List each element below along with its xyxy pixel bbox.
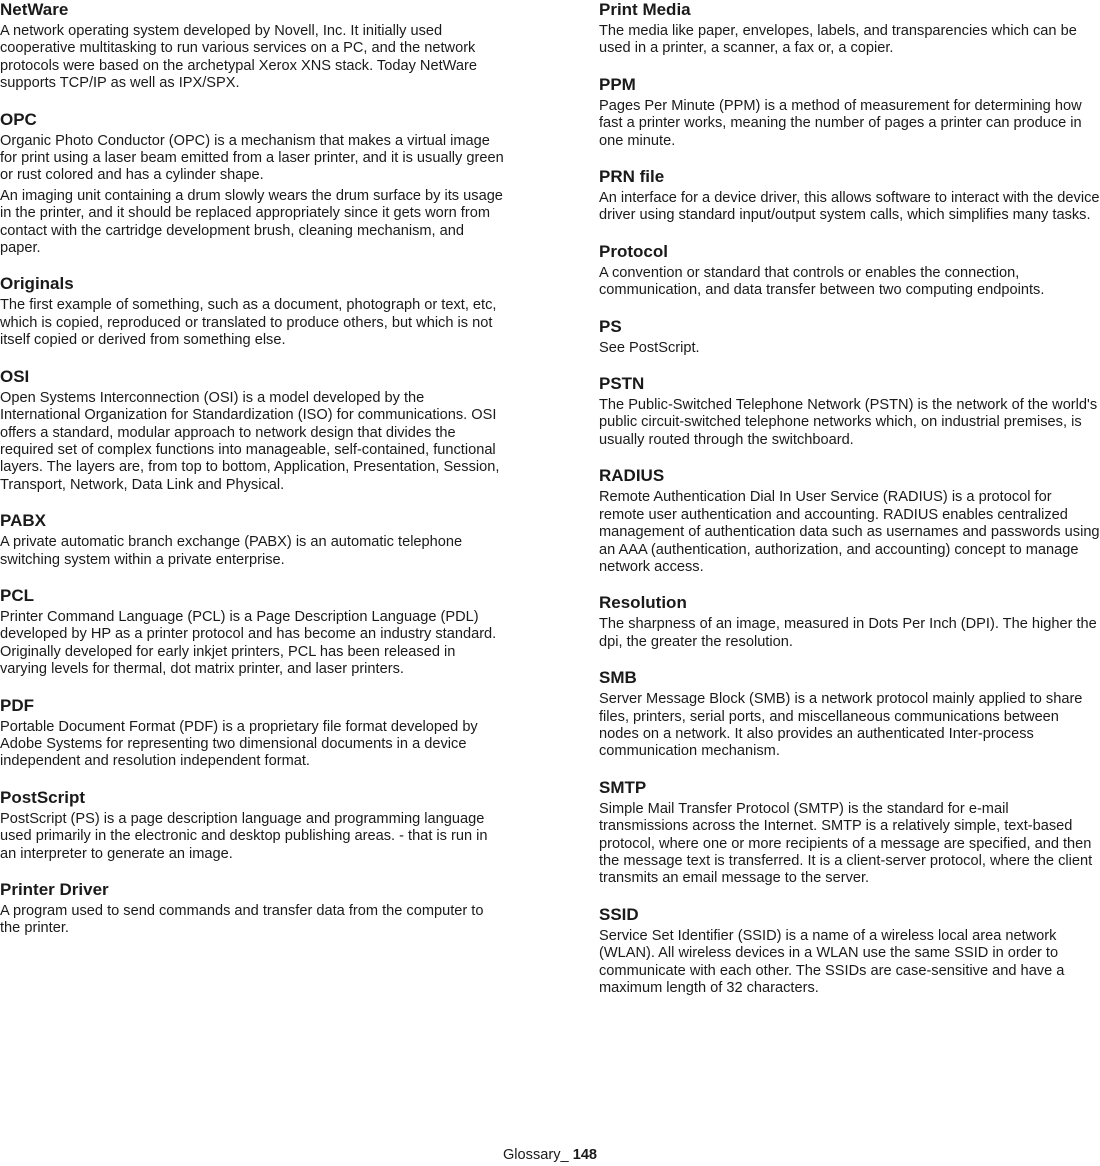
glossary-term: SSID: [599, 904, 639, 924]
glossary-definition: Portable Document Format (PDF) is a proprietary file format developed by Adobe Systems for representing two dimensional documents in a device independent and resolution independent format.: [0, 718, 478, 770]
footer-label: Glossary_: [502, 1147, 569, 1163]
glossary-term: PCL: [0, 585, 34, 605]
glossary-definition: The media like paper, envelopes, labels, and transparencies which can be used in a printer, a scanner, a fax or, a copier.: [599, 23, 1077, 57]
glossary-definition: Simple Mail Transfer Protocol (SMTP) is the standard for e-mail transmissions across the Internet. SMTP is a relatively simple, text-based protocol, where one or more recipients of a message are specified, and then the message text is transferred. It is a client-server protocol, where the client transmits an email message to the server.: [599, 800, 1093, 887]
glossary-term: Protocol: [599, 241, 668, 261]
glossary-term: SMB: [599, 668, 637, 688]
glossary-term: PRN file: [599, 167, 665, 187]
glossary-term: PDF: [0, 695, 34, 715]
glossary-definition: Organic Photo Conductor (OPC) is a mechanism that makes a virtual image for print using a laser beam emitted from a laser printer, and it is usually green or rust colored and has a cylinder shape.: [0, 132, 504, 184]
glossary-term: PPM: [599, 74, 636, 94]
glossary-right-column: [599, 0, 1100, 1014]
page-number: 148: [572, 1147, 598, 1163]
glossary-definition: Open Systems Interconnection (OSI) is a model developed by the International Organization for Standardization (ISO) for communications. OSI offers a standard, modular approach to network design that divides the required set of complex functions into manageable, self-contained, functional layers. The layers are, from top to bottom, Application, Presentation, Session, Transport, Network, Data Link and Physical.: [0, 389, 500, 493]
glossary-entry: [599, 0, 1100, 58]
glossary-definition: The sharpness of an image, measured in Dots Per Inch (DPI). The higher the dpi, the greater the resolution.: [599, 616, 1097, 650]
glossary-definition: The Public-Switched Telephone Network (PSTN) is the network of the world's public circuit-switched telephone networks which, on industrial premises, is usually routed through the switchboard.: [599, 397, 1098, 448]
glossary-entry: [599, 905, 1100, 998]
glossary-definition: An interface for a device driver, this allows software to interact with the device driver using standard input/output system calls, which simplifies many tasks.: [599, 190, 1100, 224]
page-footer: [0, 1146, 1100, 1164]
glossary-entry: [599, 242, 1100, 300]
glossary-entry: [599, 374, 1100, 449]
glossary-entry: [0, 880, 505, 938]
glossary-term: OSI: [0, 366, 30, 386]
glossary-term: Print Media: [599, 0, 691, 19]
glossary-entry: [599, 668, 1100, 761]
glossary-term: NetWare: [0, 0, 69, 19]
glossary-definition: Pages Per Minute (PPM) is a method of measurement for determining how fast a printer works, meaning the number of pages a printer can produce in one minute.: [599, 97, 1082, 149]
glossary-term: Originals: [0, 274, 74, 294]
glossary-entry: [599, 466, 1100, 576]
glossary-definition: A program used to send commands and transfer data from the computer to the printer.: [0, 903, 484, 937]
glossary-entry: [0, 367, 505, 494]
glossary-definition: A convention or standard that controls or enables the connection, communication, and data transfer between two computing endpoints.: [599, 264, 1045, 299]
glossary-definition: The first example of something, such as a document, photograph or text, etc, which is copied, reproduced or translated to produce others, but which is not itself copied or derived from something else.: [0, 297, 497, 349]
glossary-entry: [599, 778, 1100, 888]
glossary-definition: Server Message Block (SMB) is a network protocol mainly applied to share files, printers, serial ports, and miscellaneous communications between nodes on a network. It also provides an authenticated Inter-process communication mechanism.: [599, 691, 1083, 760]
glossary-entry: [0, 511, 505, 569]
glossary-term: SMTP: [599, 777, 647, 797]
glossary-entry: [599, 167, 1100, 225]
glossary-term: RADIUS: [599, 466, 665, 486]
glossary-entry: [0, 0, 505, 93]
glossary-definition: Remote Authentication Dial In User Service (RADIUS) is a protocol for remote user authentication and accounting. RADIUS enables centralized management of authentication data such as usernames and passwords using an AAA (authentication, authorization, and accounting) concept to manage network access.: [599, 489, 1100, 575]
glossary-definition: See PostScript.: [599, 339, 700, 356]
glossary-entry: [0, 696, 505, 771]
glossary-term: PABX: [0, 511, 46, 531]
glossary-entry: [0, 110, 505, 258]
glossary-definition: A network operating system developed by Novell, Inc. It initially used cooperative multitasking to run various services on a PC, and the network protocols were based on the archetypal Xerox XNS stack. Today NetWare supports TCP/IP as well as IPX/SPX.: [0, 23, 477, 92]
glossary-definition: Service Set Identifier (SSID) is a name of a wireless local area network (WLAN). All wireless devices in a WLAN use the same SSID in order to communicate with each other. The SSIDs are case-sensitive and have a maximum length of 32 characters.: [599, 927, 1065, 996]
glossary-entry: [0, 788, 505, 863]
glossary-left-column: [0, 0, 505, 955]
glossary-definition: PostScript (PS) is a page description language and programming language used primarily in the electronic and desktop publishing areas. - that is run in an interpreter to generate an image.: [0, 810, 488, 862]
glossary-definition: An imaging unit containing a drum slowly wears the drum surface by its usage in the printer, and it should be replaced appropriately since it gets worn from contact with the cartridge development brush, cleaning mechanism, and paper.: [0, 187, 503, 257]
glossary-definition: Printer Command Language (PCL) is a Page Description Language (PDL) developed by HP as a printer protocol and has become an industry standard. Originally developed for early inkjet printers, PCL has been released in varying levels for thermal, dot matrix printer, and laser printers.: [0, 608, 497, 678]
glossary-term: OPC: [0, 109, 37, 129]
glossary-term: PS: [599, 316, 622, 336]
glossary-term: PostScript: [0, 787, 86, 807]
glossary-term: Printer Driver: [0, 880, 109, 899]
glossary-entry: [0, 274, 505, 349]
glossary-definition: A private automatic branch exchange (PABX) is an automatic telephone switching system within a private enterprise.: [0, 534, 463, 568]
glossary-entry: [599, 317, 1100, 357]
glossary-entry: [0, 586, 505, 679]
glossary-entry: [599, 593, 1100, 651]
glossary-entry: [599, 75, 1100, 150]
glossary-term: PSTN: [599, 374, 645, 394]
glossary-term: Resolution: [599, 593, 687, 613]
